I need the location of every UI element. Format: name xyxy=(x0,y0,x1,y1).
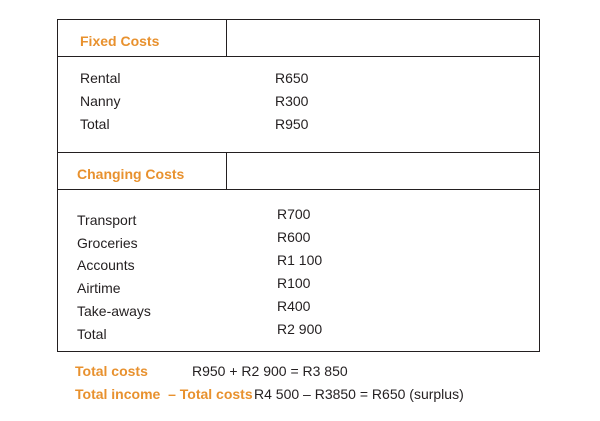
total-costs-label: Total costs xyxy=(75,363,148,379)
balance-value: R4 500 – R3850 = R650 (surplus) xyxy=(254,386,464,402)
changing-item-label: Accounts xyxy=(77,257,135,273)
total-costs-value: R950 + R2 900 = R3 850 xyxy=(192,363,348,379)
changing-item-value: R700 xyxy=(277,206,311,222)
budget-table xyxy=(57,19,540,352)
changing-item-label: Airtime xyxy=(77,280,121,296)
changing-costs-heading: Changing Costs xyxy=(77,166,185,182)
changing-item-label: Take-aways xyxy=(77,303,151,319)
fixed-total-value: R950 xyxy=(275,116,309,132)
changing-item-value: R600 xyxy=(277,229,311,245)
changing-total-label: Total xyxy=(77,326,107,342)
column-divider-changing xyxy=(226,152,227,189)
changing-item-label: Transport xyxy=(77,212,137,228)
fixed-total-label: Total xyxy=(80,116,110,132)
changing-item-label: Groceries xyxy=(77,235,138,251)
row-divider-changing-header xyxy=(58,189,539,190)
balance-label: Total income – Total costs xyxy=(75,386,253,402)
fixed-item-label: Rental xyxy=(80,70,121,86)
changing-item-value: R100 xyxy=(277,275,311,291)
fixed-item-value: R300 xyxy=(275,93,309,109)
row-divider-fixed-header xyxy=(58,56,539,57)
fixed-item-value: R650 xyxy=(275,70,309,86)
fixed-item-label: Nanny xyxy=(80,93,121,109)
changing-item-value: R400 xyxy=(277,298,311,314)
row-divider-changing-top xyxy=(58,152,539,153)
fixed-costs-heading: Fixed Costs xyxy=(80,33,160,49)
changing-total-value: R2 900 xyxy=(277,321,323,337)
changing-item-value: R1 100 xyxy=(277,252,323,268)
column-divider-fixed xyxy=(226,20,227,56)
